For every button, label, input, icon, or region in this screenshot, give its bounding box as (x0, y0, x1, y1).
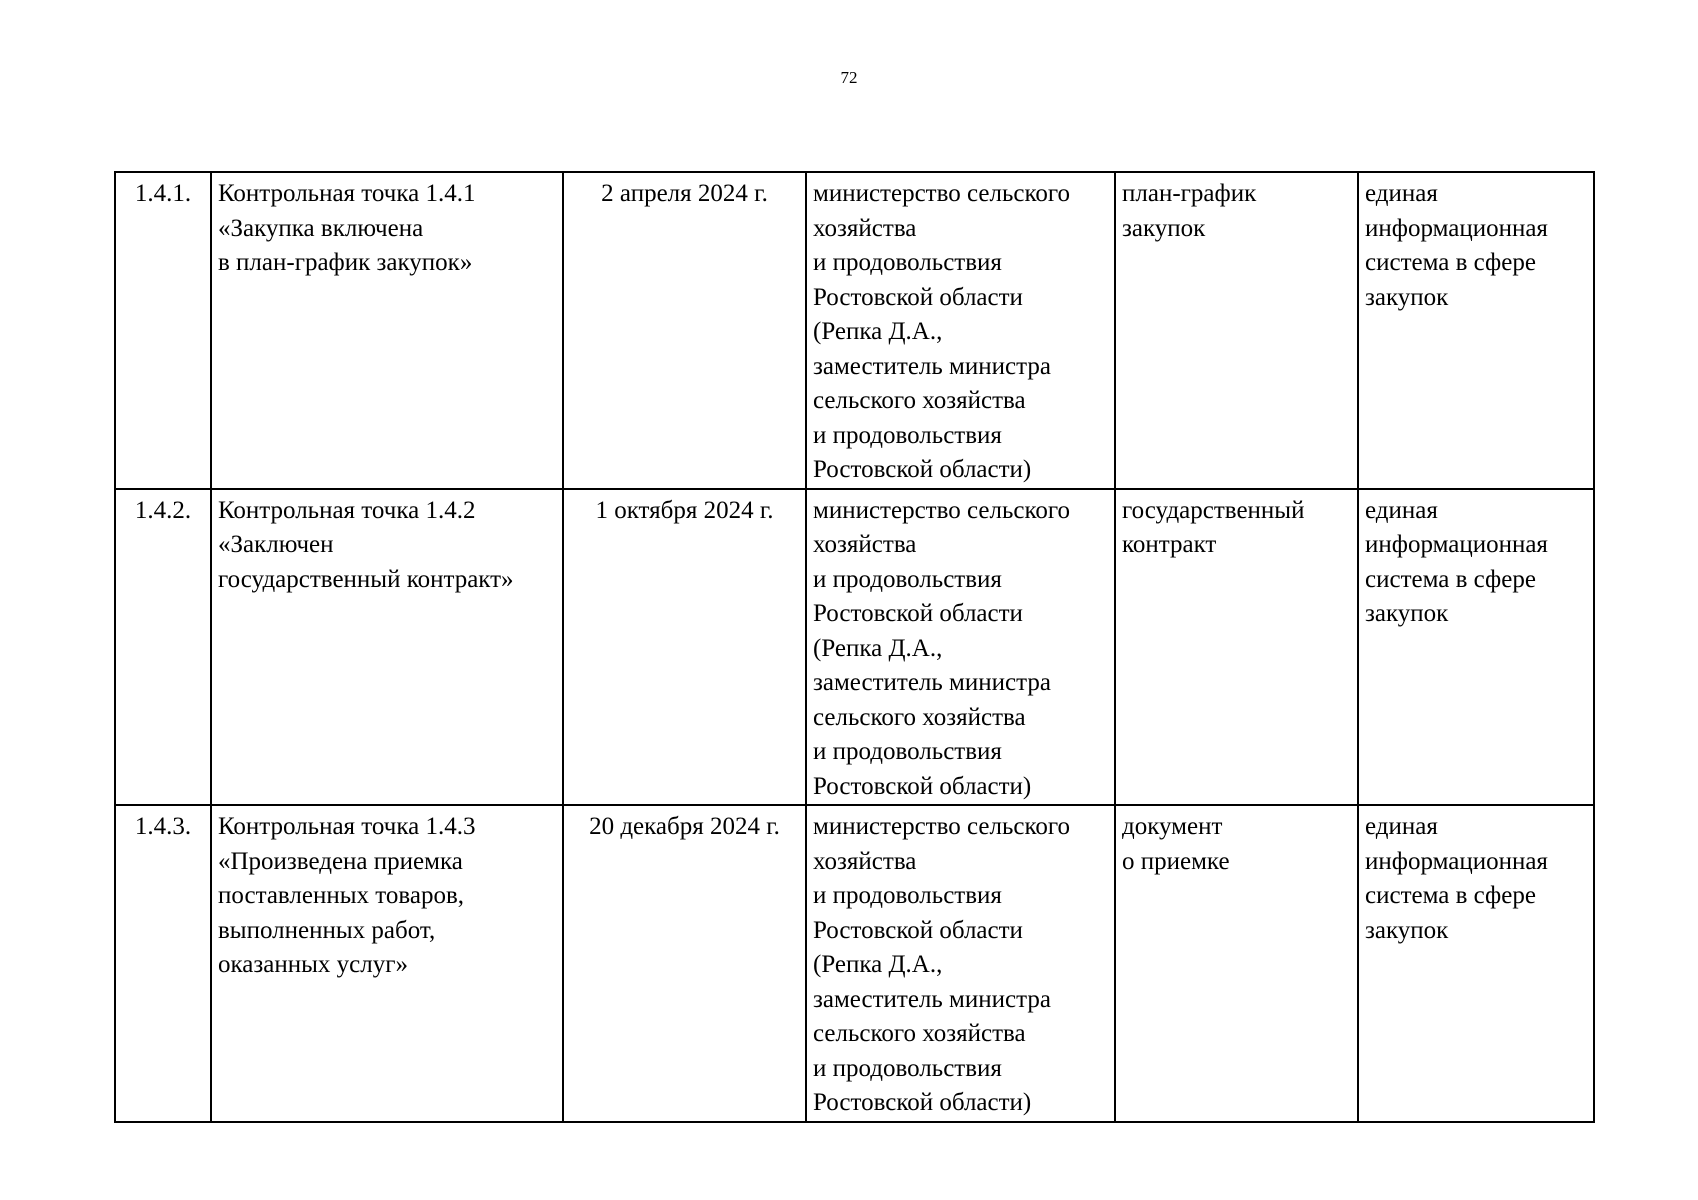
control-point-title: Контрольная точка 1.4.3 «Произведена приемка поставленных товаров, выполненных работ, оказанных услуг» (211, 805, 563, 1122)
information-system: единая информационная система в сфере закупок (1358, 489, 1594, 806)
control-points-table (114, 171, 1595, 1123)
responsible-executor: министерство сельского хозяйства и продовольствия Ростовской области (Репка Д.А., заместитель министра сельского хозяйства и продовольствия Ростовской области) (806, 805, 1115, 1122)
table-row (115, 172, 1594, 489)
responsible-executor: министерство сельского хозяйства и продовольствия Ростовской области (Репка Д.А., заместитель министра сельского хозяйства и продовольствия Ростовской области) (806, 172, 1115, 489)
table-row (115, 805, 1594, 1122)
confirming-document: план-график закупок (1115, 172, 1358, 489)
deadline-date: 1 октября 2024 г. (563, 489, 806, 806)
control-point-title: Контрольная точка 1.4.2 «Заключен государственный контракт» (211, 489, 563, 806)
deadline-date: 20 декабря 2024 г. (563, 805, 806, 1122)
table-row (115, 489, 1594, 806)
information-system: единая информационная система в сфере закупок (1358, 172, 1594, 489)
deadline-date: 2 апреля 2024 г. (563, 172, 806, 489)
confirming-document: документ о приемке (1115, 805, 1358, 1122)
row-number: 1.4.3. (115, 805, 211, 1122)
information-system: единая информационная система в сфере закупок (1358, 805, 1594, 1122)
page-number: 72 (840, 68, 858, 87)
confirming-document: государственный контракт (1115, 489, 1358, 806)
row-number: 1.4.2. (115, 489, 211, 806)
row-number: 1.4.1. (115, 172, 211, 489)
control-point-title: Контрольная точка 1.4.1 «Закупка включена в план-график закупок» (211, 172, 563, 489)
responsible-executor: министерство сельского хозяйства и продовольствия Ростовской области (Репка Д.А., заместитель министра сельского хозяйства и продовольствия Ростовской области) (806, 489, 1115, 806)
